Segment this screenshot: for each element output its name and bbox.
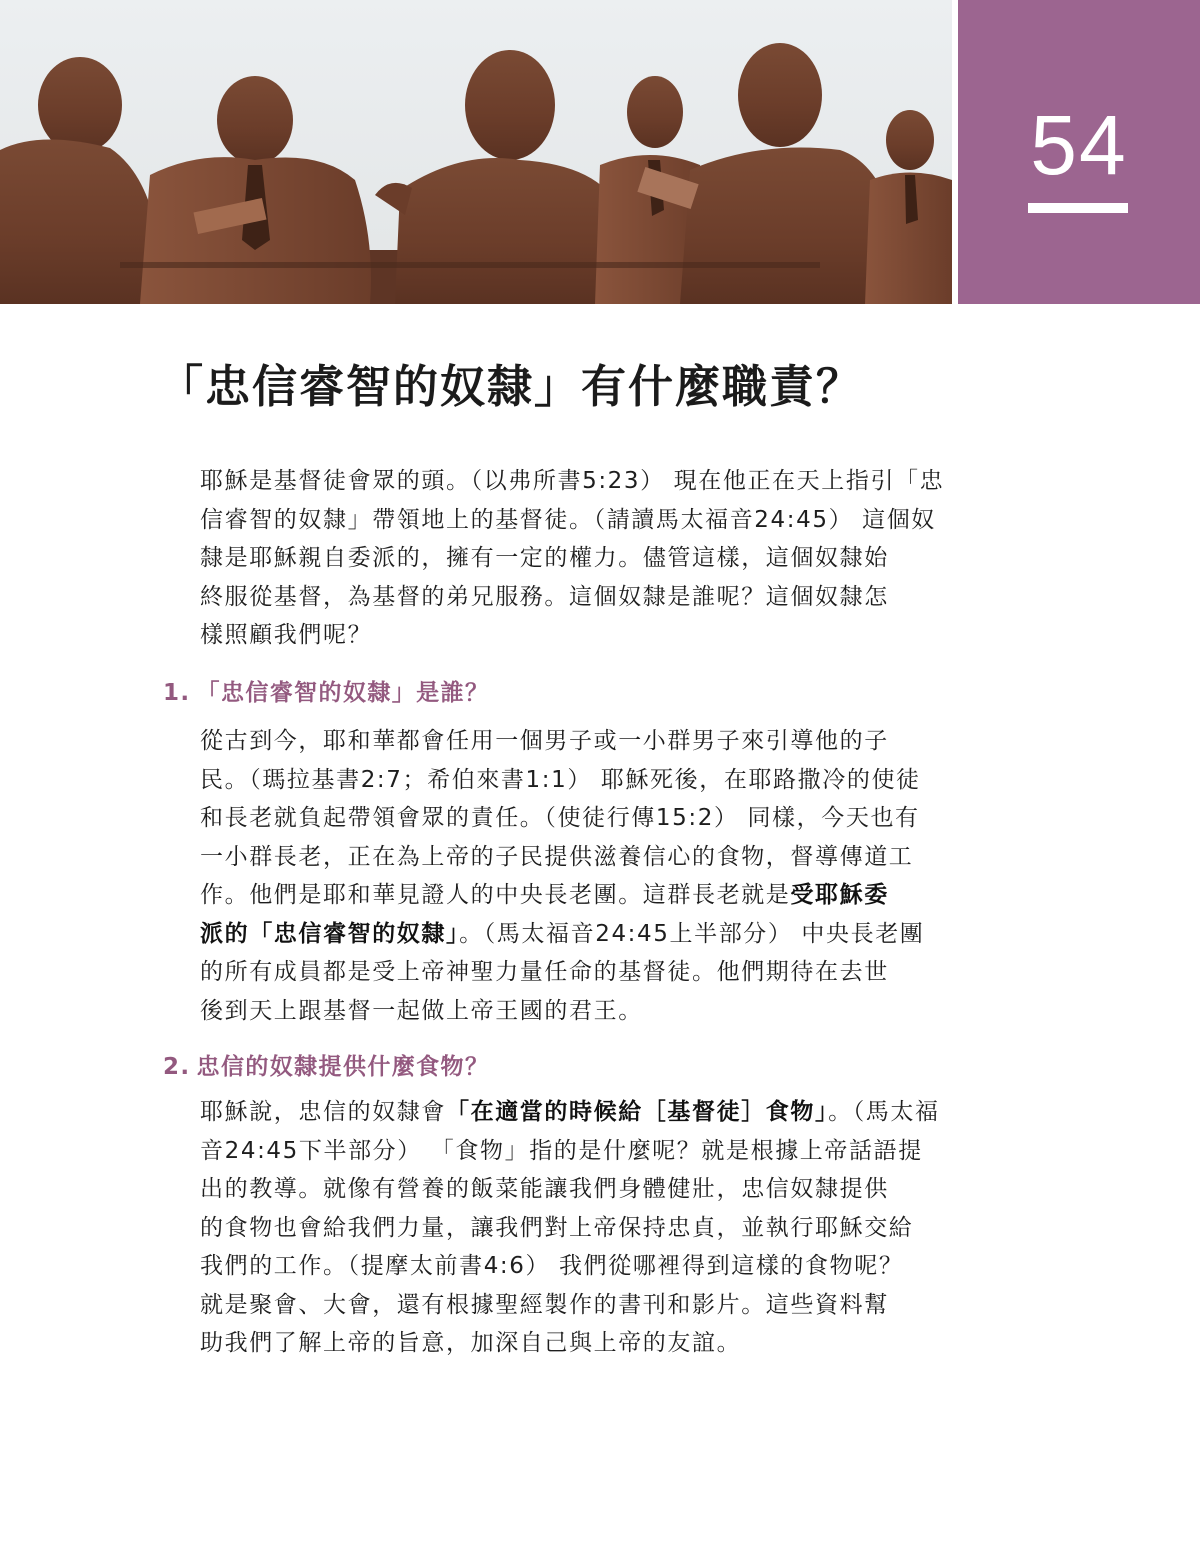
text-line: 民。（瑪拉基書2:7；希伯來書1:1） 耶穌死後，在耶路撒冷的使徒 <box>200 766 921 793</box>
text-span: 。（馬太福音24:45上半部分） 中央長老團 <box>459 920 925 947</box>
text-line: 終服從基督，為基督的弟兄服務。這個奴隸是誰呢？這個奴隸怎 <box>200 583 889 610</box>
question-text: 忠信的奴隸提供什麼食物？ <box>196 1054 490 1080</box>
lesson-number: 54 <box>1030 98 1128 192</box>
text-line: 樣照顧我們呢？ <box>200 622 373 648</box>
text-line: 的所有成員都是受上帝神聖力量任命的基督徒。他們期待在去世 <box>200 959 889 985</box>
text-line: 耶穌是基督徒會眾的頭。（以弗所書5:23） 現在他正在天上指引「忠 <box>200 468 945 494</box>
text-line: 音24:45下半部分） 「食物」指的是什麼呢？就是根據上帝話語提 <box>200 1137 923 1164</box>
text-span: 。（馬太福 <box>828 1099 940 1125</box>
text-line: 就是聚會、大會，還有根據聖經製作的書刊和影片。這些資料幫 <box>200 1291 889 1318</box>
section-1-paragraph <box>200 722 952 1030</box>
question-number: 1. <box>163 680 191 706</box>
text-line: 從古到今，耶和華都會任用一個男子或一小群男子來引導他的子 <box>200 728 889 754</box>
text-line: 後到天上跟基督一起做上帝王國的君王。 <box>200 997 643 1024</box>
text-line: 一小群長老，正在為上帝的子民提供滋養信心的食物，督導傳道工 <box>200 843 914 870</box>
text-span: 作。他們是耶和華見證人的中央長老團。這群長老就是 <box>200 882 791 908</box>
text-line <box>200 915 952 954</box>
meeting-silhouette-image <box>0 0 952 304</box>
text-span: 耶穌說，忠信的奴隸會 <box>200 1099 446 1125</box>
text-line: 助我們了解上帝的旨意，加深自己與上帝的友誼。 <box>200 1330 742 1356</box>
question-heading-1 <box>163 678 489 708</box>
text-line <box>200 876 952 915</box>
text-line: 的食物也會給我們力量，讓我們對上帝保持忠貞，並執行耶穌交給 <box>200 1214 914 1241</box>
bold-text: 「在適當的時候給［基督徒］食物」 <box>446 1099 829 1125</box>
bold-text: 受耶穌委 <box>790 882 889 908</box>
bold-text: 派的「忠信睿智的奴隸」 <box>200 920 460 947</box>
header-image <box>0 0 952 304</box>
page-title: 「忠信睿智的奴隸」有什麼職責？ <box>158 360 864 413</box>
text-line: 出的教導。就像有營養的飯菜能讓我們身體健壯，忠信奴隸提供 <box>200 1176 889 1202</box>
text-line: 信睿智的奴隸」帶領地上的基督徒。（請讀馬太福音24:45） 這個奴 <box>200 506 936 533</box>
intro-paragraph <box>200 462 952 655</box>
text-line <box>200 1093 952 1132</box>
section-2-paragraph <box>200 1093 952 1363</box>
text-line: 隸是耶穌親自委派的，擁有一定的權力。儘管這樣，這個奴隸始 <box>200 545 889 571</box>
question-heading-2 <box>163 1052 489 1082</box>
question-number: 2. <box>163 1054 191 1080</box>
question-text: 「忠信睿智的奴隸」是誰？ <box>196 680 490 706</box>
text-line: 和長老就負起帶領會眾的責任。（使徒行傳15:2） 同樣，今天也有 <box>200 805 920 831</box>
lesson-number-box <box>958 0 1200 304</box>
lesson-number-underline <box>1028 203 1128 213</box>
text-line: 我們的工作。（提摩太前書4:6） 我們從哪裡得到這樣的食物呢？ <box>200 1253 904 1279</box>
